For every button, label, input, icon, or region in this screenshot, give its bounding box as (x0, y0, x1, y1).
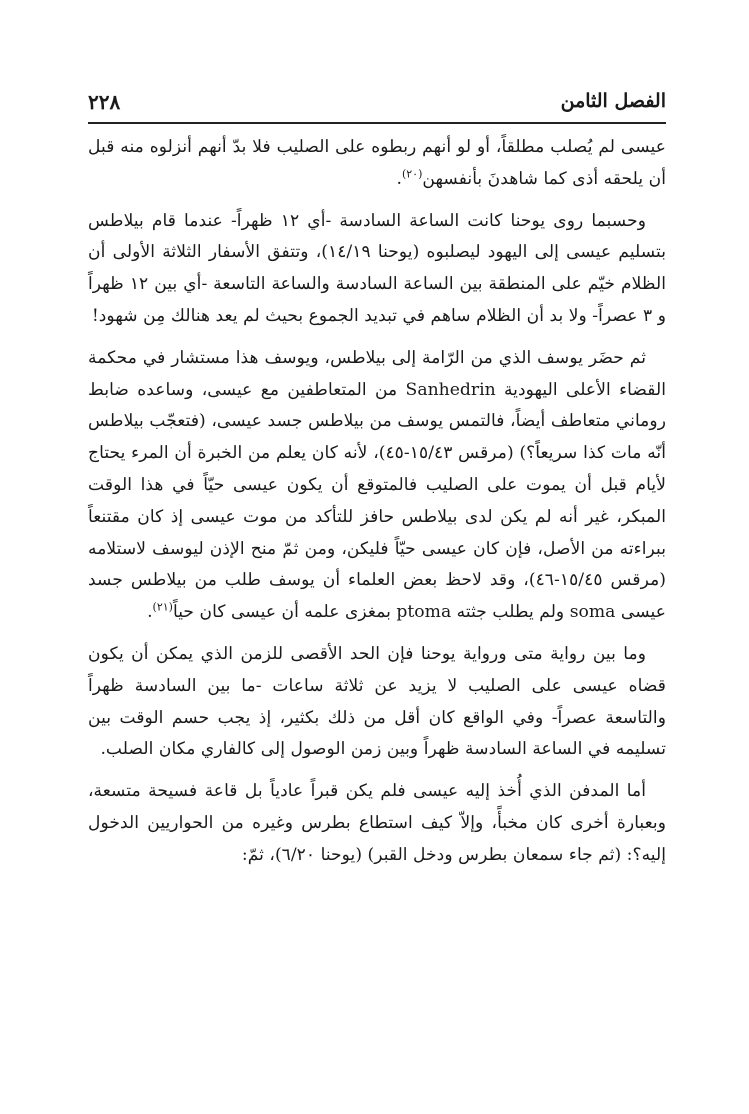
paragraph (88, 206, 666, 333)
paragraph (88, 639, 666, 766)
footnote-ref: (٢٠) (401, 167, 423, 181)
paragraph-text: عيسى لم يُصلب مطلقاً، أو لو أنهم ربطوه على الصليب فلا بدّ أنهم أنزلوه منه قبل أن يلحقه أذى كما شاهدنَ بأنفسهن (88, 137, 666, 189)
paragraph-text: أما المدفن الذي أُخذ إليه عيسى فلم يكن قبراً عادياً بل قاعة فسيحة متسعة، وبعبارة أخرى كان مخبأً، وإلاّ كيف استطاع بطرس وغيره من الحواريين الدخول إليه؟: (ثم جاء سمعان بطرس ودخل القبر) (يوحنا ٦/٢٠)، ثمّ: (88, 781, 666, 865)
book-page (88, 92, 666, 882)
paragraph (88, 776, 666, 871)
running-header (88, 92, 666, 124)
paragraph-tail: . (396, 168, 402, 189)
chapter-title: الفصل الثامن (560, 90, 666, 112)
paragraph-tail: . (147, 602, 153, 623)
paragraph-text: وما بين رواية متى ورواية يوحنا فإن الحد الأقصى للزمن الذي يمكن أن يكون قضاه عيسى على الصليب لا يزيد عن ثلاثة ساعات -ما بين السادسة ظهراً والتاسعة عصراً- وفي الواقع كان أقل من ذلك بكثير، إذ يجب حسم الوقت بين تسليمه في الساعة السادسة ظهراً وبين زمن الوصول إلى كالفاري مكان الصلب. (88, 643, 666, 760)
footnote-ref: (٢١) (152, 600, 173, 614)
paragraph (88, 343, 666, 629)
page-body (88, 132, 666, 872)
page-number: ٢٢٨ (88, 90, 121, 114)
paragraph (88, 132, 666, 196)
paragraph-text: ثم حضَر يوسف الذي من الرّامة إلى بيلاطس، ويوسف هذا مستشار في محكمة القضاء الأعلى اليهودية Sanhedrin من المتعاطفين مع عيسى، وساعده ضابط روماني متعاطف أيضاً، فالتمس يوسف من بيلاطس جسد عيسى، (فتعجّب بيلاطس أنّه مات كذا سريعاً؟) (مرقس ١٥/٤٣-٤٥)، لأنه كان يعلم من الخبرة أن المرء يحتاج لأيام قبل أن يموت على الصليب فالمتوقع أن يكون عيسى حيّاً في هذا الوقت المبكر، غير أنه لم يكن لدى بيلاطس حافز للتأكد من موت عيسى إذ كان مقتنعاً ببراءته من الأصل، فإن كان عيسى حيّاً فليكن، ومن ثمّ منح الإذن ليوسف لاستلامه (مرقس ١٥/٤٥-٤٦)، وقد لاحظ بعض العلماء أن يوسف طلب من بيلاطس جسد عيسى soma ولم يطلب جثته ptoma بمغزى علمه أن عيسى كان حياً (88, 347, 666, 623)
paragraph-text: وحسبما روى يوحنا كانت الساعة السادسة -أي ١٢ ظهراً- عندما قام بيلاطس بتسليم عيسى إلى اليهود ليصلبوه (يوحنا ١٤/١٩)، وتتفق الأسفار الثلاثة الأولى أن الظلام خيّم على المنطقة بين الساعة السادسة والساعة التاسعة -أي بين ١٢ ظهراً و ٣ عصراً- ولا بد أن الظلام ساهم في تبديد الجموع بحيث لم يعد هنالك مِن شهود! (88, 210, 667, 326)
